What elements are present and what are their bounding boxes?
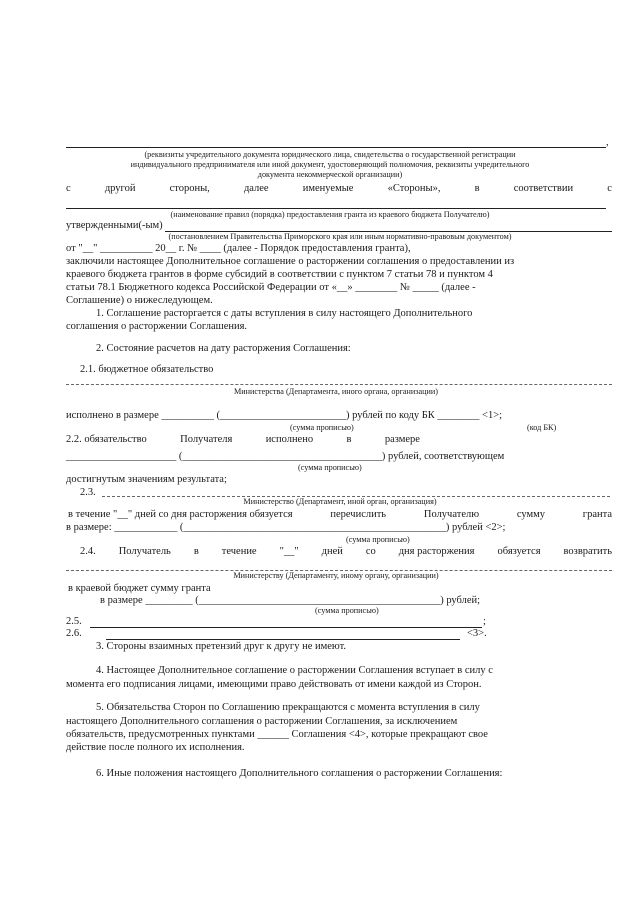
caption-sum-4: (сумма прописью): [315, 606, 379, 615]
clause-2-4-word: дня расторжения: [398, 546, 475, 557]
clause-4-line-2: момента его подписания лицами, имеющими право действовать от имени каждой из Сторон.: [66, 679, 482, 690]
parties-word: с: [607, 183, 612, 194]
clause-2-3-word: гранта: [582, 509, 612, 520]
intro-line-3: статьи 78.1 Бюджетного кодекса Российской Федерации от «__» ________ № _____ (далее -: [66, 282, 476, 293]
caption-rules: (наименование правил (порядка) предоставления гранта из краевого бюджета Получателю): [170, 210, 490, 219]
clause-2-4-word: Получатель: [118, 546, 171, 557]
caption-sum-2: (сумма прописью): [298, 463, 362, 472]
caption-sum-3: (сумма прописью): [346, 535, 410, 544]
parties-word: стороны,: [169, 183, 210, 194]
approved-label: утвержденными(-ым): [66, 220, 163, 231]
parties-word: с: [66, 183, 71, 194]
clause-2-3-line-2: [68, 509, 612, 521]
clause-1-line-1: 1. Соглашение расторгается с даты вступления в силу настоящего Дополнительного: [96, 308, 473, 319]
caption-ministry-2: Министерство (Департамент, иной орган, организация): [243, 497, 437, 506]
caption-ministry-1: Министерства (Департамента, иного органа, организации): [233, 387, 439, 396]
parties-word: «Стороны»,: [387, 183, 441, 194]
caption-requisites-3: документа некоммерческой организации): [257, 170, 403, 179]
clause-2-4-word: со: [365, 546, 376, 557]
parties-word: именуемые: [302, 183, 354, 194]
clause-2-2-word: в: [346, 434, 352, 445]
clause-2-3-word: в течение "__" дней со дня расторжения обязуется: [68, 509, 293, 520]
intro-line-2: краевого бюджета грантов в форме субсидий в соответствии с пунктом 7 статьи 78 и пунктом 4: [66, 269, 493, 280]
intro-line-1: заключили настоящее Дополнительное соглашение о расторжении соглашения о предоставлении из: [66, 256, 515, 267]
parties-word: другой: [104, 183, 136, 194]
caption-requisites-2: индивидуального предпринимателя или иной документ, удостоверяющий полномочия, реквизиты учредительного: [130, 160, 530, 169]
clause-2-5: 2.5.: [66, 616, 82, 627]
clause-2-2-word: Получателя: [180, 434, 233, 445]
clause-6: 6. Иные положения настоящего Дополнительного соглашения о расторжении Соглашения:: [96, 768, 503, 779]
parties-word: в: [474, 183, 480, 194]
caption-requisites-1: (реквизиты учредительного документа юридического лица, свидетельства о государственной регистрации: [144, 150, 516, 159]
clause-2-2-word: исполнено: [265, 434, 314, 445]
clause-2-3-word: перечислить: [330, 509, 387, 520]
caption-kbk: (код БК): [527, 423, 557, 432]
blank-line-2-6: [106, 639, 460, 640]
clause-2-3: 2.3.: [80, 487, 96, 498]
clause-2-4-word: дней: [321, 546, 343, 557]
intro-line-4: Соглашение) о нижеследующем.: [66, 295, 213, 306]
clause-4-line-1: 4. Настоящее Дополнительное соглашение о расторжении Соглашения вступает в силу с: [96, 665, 493, 676]
caption-ministry-3: Министерству (Департаменту, иному органу, организации): [233, 571, 439, 580]
clause-2-4-line-3: в размере _________ (______________________________________________) рублей;: [100, 595, 481, 606]
blank-line-ministry-1: [66, 384, 612, 385]
clause-2-2-line-2: _____________________ (______________________________________) рублей, соответствующем: [66, 451, 505, 462]
clause-2-1-executed: исполнено в размере __________ (________________________) рублей по коду БК ________ <1>;: [66, 410, 503, 421]
parties-word: соответствии: [513, 183, 574, 194]
clause-2-3-line-3: в размере: ____________ (__________________________________________________) рублей <2>;: [66, 522, 506, 533]
parties-line: [66, 183, 612, 195]
clause-2-3-word: Получателю: [423, 509, 480, 520]
clause-2-6: 2.6.: [66, 628, 82, 639]
clause-5-line-1: 5. Обязательства Сторон по Соглашению прекращаются с момента вступления в силу: [96, 702, 480, 713]
clause-2-6-end: <3>.: [467, 628, 487, 639]
caption-resolution: (постановлением Правительства Приморского края или иным нормативно-правовым документом): [168, 232, 512, 241]
clause-2-4-word: 2.4.: [80, 546, 96, 557]
clause-2-4-word: в: [193, 546, 199, 557]
parties-word: далее: [243, 183, 269, 194]
blank-line-rules: [66, 208, 606, 209]
blank-line-requisites: [66, 147, 606, 148]
blank-line-2-5: [90, 627, 482, 628]
clause-2-2-word: размере: [384, 434, 420, 445]
clause-2-3-word: сумму: [516, 509, 546, 520]
clause-5-line-3: обязательств, предусмотренных пунктами ______ Соглашения <4>, которые прекращают свое: [66, 729, 488, 740]
clause-2-4-line-2: в краевой бюджет сумму гранта: [68, 583, 211, 594]
clause-2-2-line-3: достигнутым значениям результата;: [66, 474, 227, 485]
from-date-line: от "__" __________ 20__ г. № ____ (далее - Порядок предоставления гранта),: [66, 243, 411, 254]
clause-5-line-4: действие после полного их исполнения.: [66, 742, 245, 753]
caption-sum-1: (сумма прописью): [290, 423, 354, 432]
clause-2: 2. Состояние расчетов на дату расторжения Соглашения:: [96, 343, 351, 354]
clause-5-line-2: настоящего Дополнительного соглашения о расторжении Соглашения, за исключением: [66, 716, 458, 727]
clause-3: 3. Стороны взаимных претензий друг к другу не имеют.: [96, 641, 347, 652]
clause-2-4-word: возвратить: [563, 546, 612, 557]
clause-2-2-line-1: [66, 434, 420, 446]
clause-2-4-word: обязуется: [497, 546, 541, 557]
clause-2-4-line-1: [80, 546, 612, 558]
clause-1-line-2: соглашения о расторжении Соглашения.: [66, 321, 248, 332]
clause-2-4-word: течение: [221, 546, 257, 557]
clause-2-5-end: ;: [483, 616, 486, 627]
clause-2-2-word: 2.2. обязательство: [66, 434, 147, 445]
clause-2-1: 2.1. бюджетное обязательство: [80, 364, 214, 375]
top-comma: ,: [606, 137, 609, 148]
clause-2-4-word: "__": [279, 546, 299, 557]
